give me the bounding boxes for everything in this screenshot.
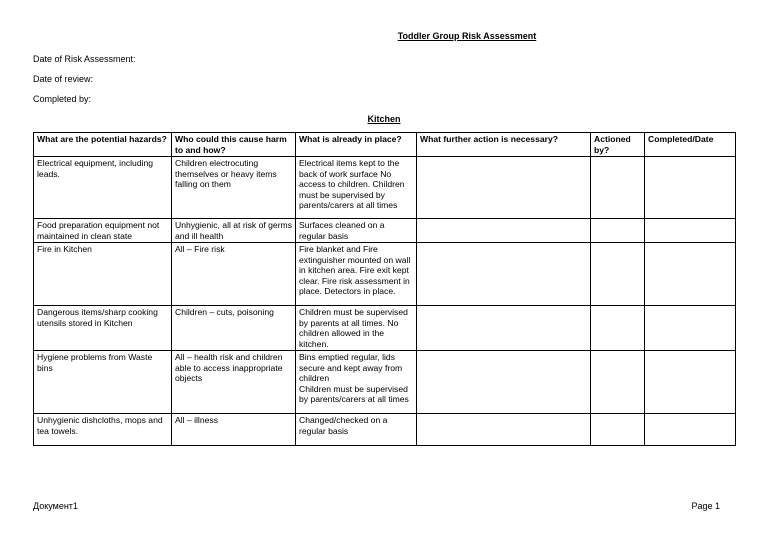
header-completed-date: Completed/Date (645, 133, 736, 157)
completed-date-cell (645, 414, 736, 446)
harm-cell: All – health risk and children able to access inappropriate objects (172, 351, 296, 414)
further-action-cell (417, 306, 591, 351)
in-place-cell: Bins emptied regular, lids secure and kept away from children Children must be supervised by parents/carers at all times (296, 351, 417, 414)
further-action-cell (417, 243, 591, 306)
hazard-cell: Hygiene problems from Waste bins (34, 351, 172, 414)
header-who-harmed: Who could this cause harm to and how? (172, 133, 296, 157)
risk-assessment-table (33, 132, 736, 446)
harm-cell: All – illness (172, 414, 296, 446)
harm-cell: Children – cuts, poisoning (172, 306, 296, 351)
harm-cell: All – Fire risk (172, 243, 296, 306)
further-action-cell (417, 157, 591, 219)
header-further-action: What further action is necessary? (417, 133, 591, 157)
in-place-cell: Children must be supervised by parents at all times. No children allowed in the kitchen. (296, 306, 417, 351)
in-place-cell: Electrical items kept to the back of work surface No access to children. Children must be supervised by parents/carers at all times (296, 157, 417, 219)
header-actioned-by: Actioned by? (591, 133, 645, 157)
actioned-by-cell (591, 243, 645, 306)
date-of-review-label: Date of review: (33, 74, 94, 84)
footer-document-name: Документ1 (33, 501, 78, 511)
actioned-by-cell (591, 157, 645, 219)
header-in-place: What is already in place? (296, 133, 417, 157)
in-place-cell: Surfaces cleaned on a regular basis (296, 219, 417, 243)
header-hazards: What are the potential hazards? (34, 133, 172, 157)
table-row (34, 157, 736, 219)
hazard-cell: Electrical equipment, including leads. (34, 157, 172, 219)
section-title: Kitchen (367, 114, 401, 124)
footer-page-number: Page 1 (691, 501, 720, 511)
date-of-assessment-label: Date of Risk Assessment: (33, 54, 136, 64)
completed-date-cell (645, 219, 736, 243)
actioned-by-cell (591, 351, 645, 414)
table-row (34, 351, 736, 414)
in-place-cell: Changed/checked on a regular basis (296, 414, 417, 446)
actioned-by-cell (591, 306, 645, 351)
further-action-cell (417, 414, 591, 446)
actioned-by-cell (591, 219, 645, 243)
hazard-cell: Unhygienic dishcloths, mops and tea towels. (34, 414, 172, 446)
table-header-row (34, 133, 736, 157)
completed-date-cell (645, 306, 736, 351)
harm-cell: Children electrocuting themselves or heavy items falling on them (172, 157, 296, 219)
table-row (34, 219, 736, 243)
actioned-by-cell (591, 414, 645, 446)
in-place-cell: Fire blanket and Fire extinguisher mounted on wall in kitchen area. Fire exit kept clear. Fire risk assessment in place. Detectors in place. (296, 243, 417, 306)
completed-date-cell (645, 243, 736, 306)
table-row (34, 414, 736, 446)
hazard-cell: Fire in Kitchen (34, 243, 172, 306)
table-row (34, 306, 736, 351)
further-action-cell (417, 351, 591, 414)
hazard-cell: Food preparation equipment not maintained in clean state (34, 219, 172, 243)
completed-date-cell (645, 157, 736, 219)
table-row (34, 243, 736, 306)
hazard-cell: Dangerous items/sharp cooking utensils stored in Kitchen (34, 306, 172, 351)
document-title: Toddler Group Risk Assessment (397, 31, 537, 41)
further-action-cell (417, 219, 591, 243)
completed-date-cell (645, 351, 736, 414)
completed-by-label: Completed by: (33, 94, 92, 104)
harm-cell: Unhygienic, all at risk of germs and ill health (172, 219, 296, 243)
